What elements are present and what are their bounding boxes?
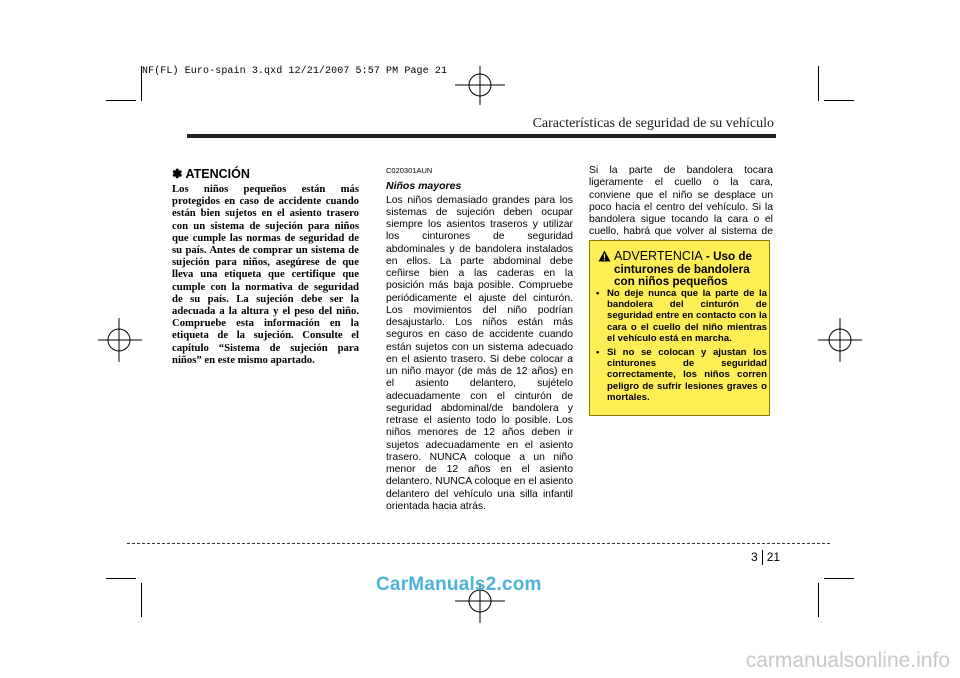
warning-item: • No deje nunca que la parte de la bandolera del cinturón de seguridad entre en contacto con la cara o el cuello del niño mientras el vehículo está en marcha. — [596, 288, 767, 344]
warning-box — [589, 240, 770, 416]
chapter-number: 3 — [751, 550, 758, 564]
warning-title-rest: - Uso de cinturones de bandolera con niños pequeños — [614, 250, 753, 288]
site-watermark[interactable]: carmanualsonline.info — [745, 649, 950, 672]
section-subtitle: Niños mayores — [386, 180, 462, 193]
print-slug: NF(FL) Euro-spain 3.qxd 12/21/2007 5:57 PM Page 21 — [142, 66, 448, 77]
section-body: Los niños demasiado grandes para los sistemas de sujeción deben ocupar siempre los asientos traseros y utilizar los cinturones de seguridad abdominales y de bandolera instalados en ellos. La parte abdominal debe ceñirse bien a las caderas en la posición más baja posible. Compruebe periódicamente el ajuste del cinturón. Los movimientos del niño podrían desajustarlo. Los niños están más seguros en caso de accidente cuando están sujetos con un sistema adecuado en el asiento trasero. Si debe colocar a un niño mayor (de más de 12 años) en el asiento delantero, sujételo adecuadamente con el cinturón de seguridad abdominal/de bandolera y retrase el asiento todo lo posible. Los niños menores de 12 años deben ir sujetos adecuadamente en el asiento trasero. NUNCA coloque a un niño menor de 12 años en el asiento delantero. NUNCA coloque en el asiento delantero del vehículo una silla infantil orientada hacia atrás. — [386, 194, 573, 512]
registration-mark-right — [818, 318, 862, 362]
attention-body: Los niños pequeños están más protegidos en caso de accidente cuando están bien sujetos en el asiento trasero con un sistema de sujeción para niños que cumple las normas de seguridad de su país. Antes de comprar un sistema de sujeción para niños, asegúrese de que lleva una etiqueta que certifique que cumple con la normativa de seguridad de su país. La sujeción debe ser la adecuada a la altura y el peso del niño. Compruebe esta información en la etiqueta de la sujeción. Consulte el capítulo “Sistema de sujeción para niños” en este mismo apartado. — [172, 183, 359, 366]
warning-title — [614, 250, 766, 289]
warning-header — [598, 250, 766, 289]
attention-heading — [172, 166, 359, 181]
warning-list — [596, 288, 767, 406]
attention-note — [172, 166, 359, 366]
warning-item: • Si no se colocan y ajustan los cinturones de seguridad correctamente, los niños corren peligro de sufrir lesiones graves o mortales. — [596, 347, 767, 403]
section-older-children — [386, 165, 573, 513]
asterisk-icon: ✽ — [172, 167, 183, 181]
brand-watermark[interactable]: CarManuals2.com — [376, 574, 542, 595]
footer-rule — [127, 543, 830, 544]
page-number-value: 21 — [766, 550, 781, 564]
section-code: C020301AUN — [386, 166, 433, 175]
column3-paragraph — [589, 165, 773, 251]
registration-mark-top — [455, 66, 505, 106]
header-rule — [187, 134, 776, 138]
attention-title: ATENCIÓN — [185, 167, 250, 181]
registration-mark-left — [98, 318, 142, 362]
page-number-separator — [762, 550, 763, 565]
chapter-header: Características de seguridad de su vehículo — [532, 116, 774, 131]
column3-body: Si la parte de bandolera tocara ligeramente el cuello o la cara, conviene que el niño se desplace un poco hacia el centro del vehículo. Si la bandolera sigue tocando la cara o el cuello, habrá que volver al sistema de — [589, 165, 773, 238]
warning-triangle-icon — [598, 250, 611, 262]
warning-title-word: ADVERTENCIA — [614, 249, 703, 263]
page-number — [751, 550, 780, 565]
